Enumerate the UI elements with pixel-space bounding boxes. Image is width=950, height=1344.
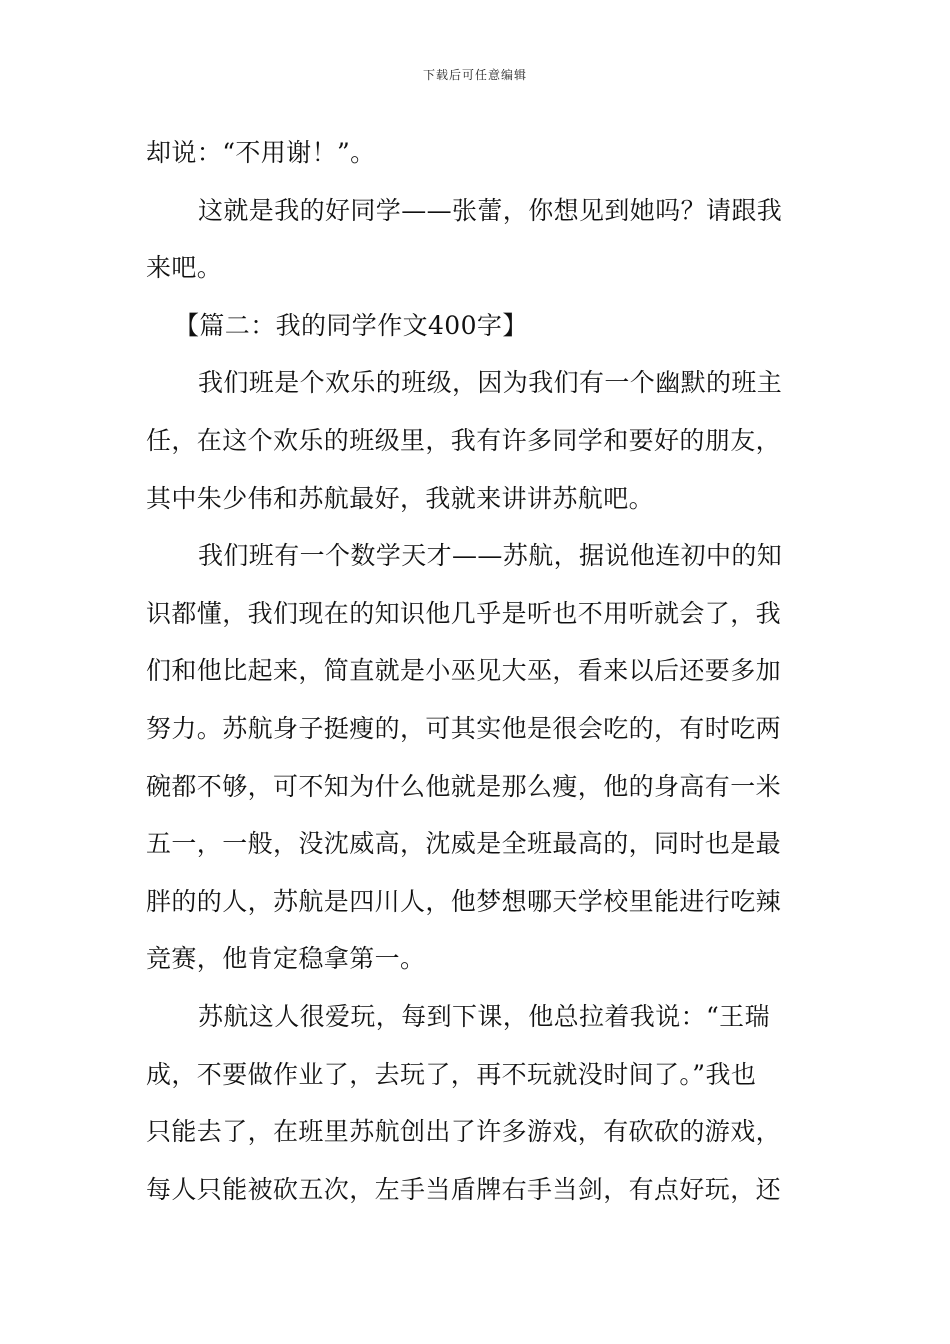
text-line: 竞赛，他肯定稳拿第一。 bbox=[146, 944, 426, 974]
text-line: 成，不要做作业了，去玩了，再不玩就没时间了。”我也 bbox=[146, 1059, 757, 1089]
text-line: 任，在这个欢乐的班级里，我有许多同学和要好的朋友， bbox=[146, 425, 782, 455]
paragraph-start-line: 苏航这人很爱玩，每到下课，他总拉着我说：“王瑞 bbox=[198, 1001, 770, 1031]
text-line: 其中朱少伟和苏航最好，我就来讲讲苏航吧。 bbox=[146, 483, 655, 513]
text-line: 来吧。 bbox=[146, 253, 223, 283]
text-line: 只能去了，在班里苏航创出了许多游戏，有砍砍的游戏， bbox=[146, 1117, 782, 1147]
text-line: 每人只能被砍五次，左手当盾牌右手当剑，有点好玩，还 bbox=[146, 1174, 782, 1204]
text-line: 识都懂，我们现在的知识他几乎是听也不用听就会了，我 bbox=[146, 598, 782, 628]
document-body bbox=[146, 124, 806, 1218]
text-line: 胖的的人，苏航是四川人，他梦想哪天学校里能进行吃辣 bbox=[146, 886, 782, 916]
page-header: 下载后可任意编辑 bbox=[422, 68, 527, 82]
text-line: 努力。苏航身子挺瘦的，可其实他是很会吃的，有时吃两 bbox=[146, 713, 782, 743]
text-line: 却说：“不用谢！”。 bbox=[146, 138, 376, 167]
paragraph-start-line: 我们班有一个数学天才——苏航，据说他连初中的知 bbox=[198, 541, 783, 571]
text-line: 们和他比起来，简直就是小巫见大巫，看来以后还要多加 bbox=[146, 656, 782, 686]
section-heading: 【篇二：我的同学作文400字】 bbox=[174, 310, 528, 340]
text-line: 五一，一般，没沈威高，沈威是全班最高的，同时也是最 bbox=[146, 829, 782, 859]
paragraph-start-line: 我们班是个欢乐的班级，因为我们有一个幽默的班主 bbox=[198, 368, 783, 398]
paragraph-start-line: 这就是我的好同学——张蕾，你想见到她吗？请跟我 bbox=[198, 195, 783, 225]
text-line: 碗都不够，可不知为什么他就是那么瘦，他的身高有一米 bbox=[146, 771, 782, 801]
